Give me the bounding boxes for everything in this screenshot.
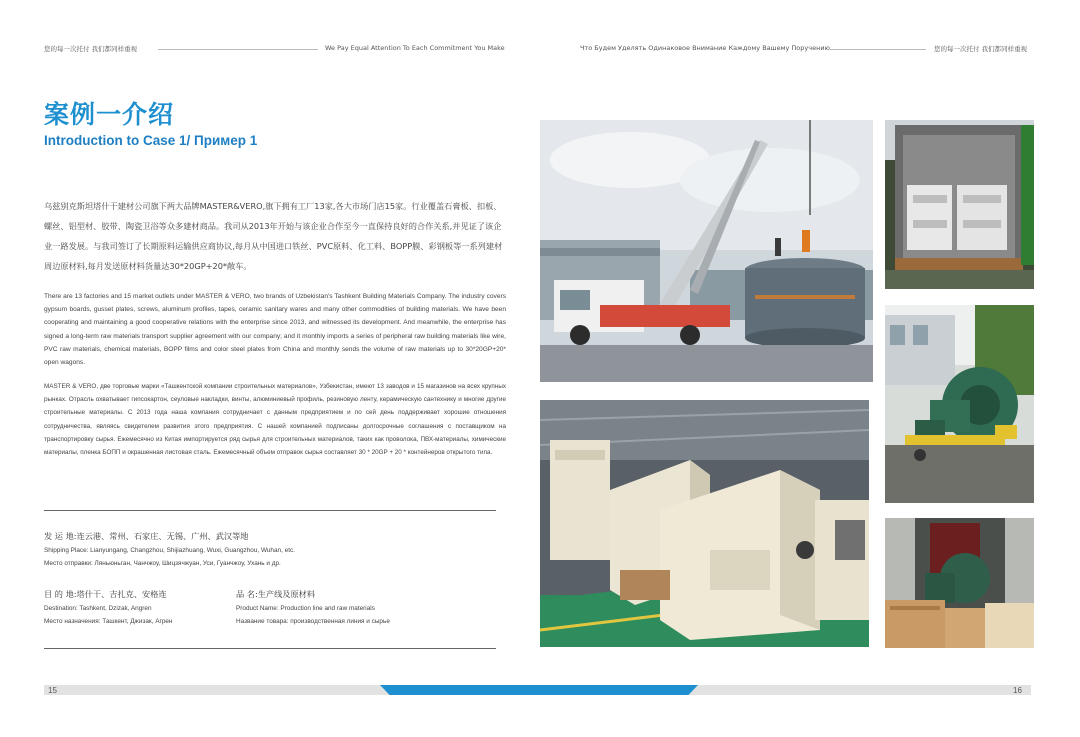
destination-en: Destination: Tashkent, Dzizak, Angren: [44, 605, 152, 612]
section-divider-top: [44, 510, 496, 511]
page-title-cn: 案例一介绍: [44, 100, 175, 129]
header-tagline-ru: Что Будем Уделять Одинаковое Внимание Каждому Вашему Поручению: [580, 44, 831, 52]
shipping-place-ru: Место отправки: Ляньюньган, Чанчжоу, Шицзячжуан, Уси, Гуанчжоу, Ухань и др.: [44, 560, 281, 567]
shipping-place-cn: 发 运 地:连云港、常州、石家庄、无锡、广州、武汉等地: [44, 531, 249, 541]
page-title-en: Introduction to Case 1/ Пример 1: [44, 133, 258, 148]
footer-accent: [380, 685, 698, 695]
product-name-en: Product Name: Production line and raw materials: [236, 605, 375, 612]
product-name-cn: 品 名:生产线及原材料: [236, 589, 316, 599]
header-tagline-cn-left: 您的每一次托付 我们都同样重视: [44, 45, 138, 53]
destination-ru: Место назначения: Ташкент, Джизак, Агрен: [44, 618, 173, 625]
product-name-ru: Название товара: производственная линия и сырье: [236, 618, 390, 625]
header-tagline-en: We Pay Equal Attention To Each Commitment You Make: [325, 44, 505, 52]
intro-paragraph-ru: MASTER & VERO, две торговые марки «Ташкентской компании строительных материалов», Узбекистан, имеют 13 заводов и 15 магазинов на всех крупных рынках. Отрасль охватывает гипсокартон, сеуловые накладки, винты, алюминиевый профиль, резиновую ленту, керамическую сантехнику и многие другие строительные материалы. С 2013 года наша компания сотрудничает с данным предприятием и по сей день поддерживает хорошие отношения сотрудничества, являясь свидетелем развития этого предприятия. С нашей компанией подписаны долгосрочные соглашения с поставщиком на транспортировку сырья. Ежемесячно из Китая импортируется ряд сырья для строительных материалов, таких как проволока, ПВХ-материалы, химические материалы, пленка БОПП и окрашенная листовая сталь. Ежемесячный объем отправок сырья составляет 30 * 20GP + 20 * контейнеров открытого типа.: [44, 383, 506, 457]
page-number-right: 16: [1013, 686, 1022, 695]
page-number-left: 15: [48, 686, 57, 695]
header-divider-left: [158, 49, 318, 50]
shipping-place-en: Shipping Place: Lianyungang, Changzhou, Shijiazhuang, Wuxi, Guangzhou, Wuhan, etc.: [44, 547, 295, 554]
photo-green-fan: [885, 305, 1034, 503]
photo-container-machine: [885, 518, 1034, 648]
photo-crane-loading: [540, 120, 873, 382]
section-divider-bottom: [44, 648, 496, 649]
intro-paragraph-en: There are 13 factories and 15 market outlets under MASTER & VERO, two brands of Uzbekistan's Tashkent Building Materials Company. The industry covers gypsum boards, gusset plates, screws, aluminum profiles, tapes, ceramic sanitary wares and many other commodities of building materials. We have been cooperating and maintaining a good cooperative relations with the enterprise since 2013, and witnessed its development. And meanwhile, the enterprise has signed a long-term raw materials transport supplier agreement with our company; and it monthly imports a series of peripheral raw building materials like wire, PVC raw materials, chemical materials, BOPP films and color steel plates from China and monthly sends the volume of raw materials up to 30*20GP+20* open wagons.: [44, 293, 506, 367]
photo-production-line: [540, 400, 869, 647]
photo-container-frames: [885, 120, 1034, 289]
destination-cn: 目 的 地:塔什干、吉扎克、安格连: [44, 589, 167, 599]
header-divider-right: [830, 49, 926, 50]
header-tagline-cn-right: 您的每一次托付 我们都同样重视: [934, 45, 1028, 53]
intro-paragraph-cn: 乌兹别克斯坦塔什干建材公司旗下两大品牌MASTER&VERO,旗下拥有工厂13家,各大市场门店15家。行业覆盖石膏板、扣板、螺丝、铝型材、胶带、陶瓷卫浴等众多建材商品。我司从2013年开始与该企业合作至今一直保持良好的合作关系,并见证了该企业一路发展。与我司签订了长期原料运输供应商协议,每月从中国进口铁丝、PVC原料、化工料、BOPP膜、彩钢板等一系列建材周边原材料,每月发送原材料货量达30*20GP+20*敞车。: [44, 201, 503, 271]
